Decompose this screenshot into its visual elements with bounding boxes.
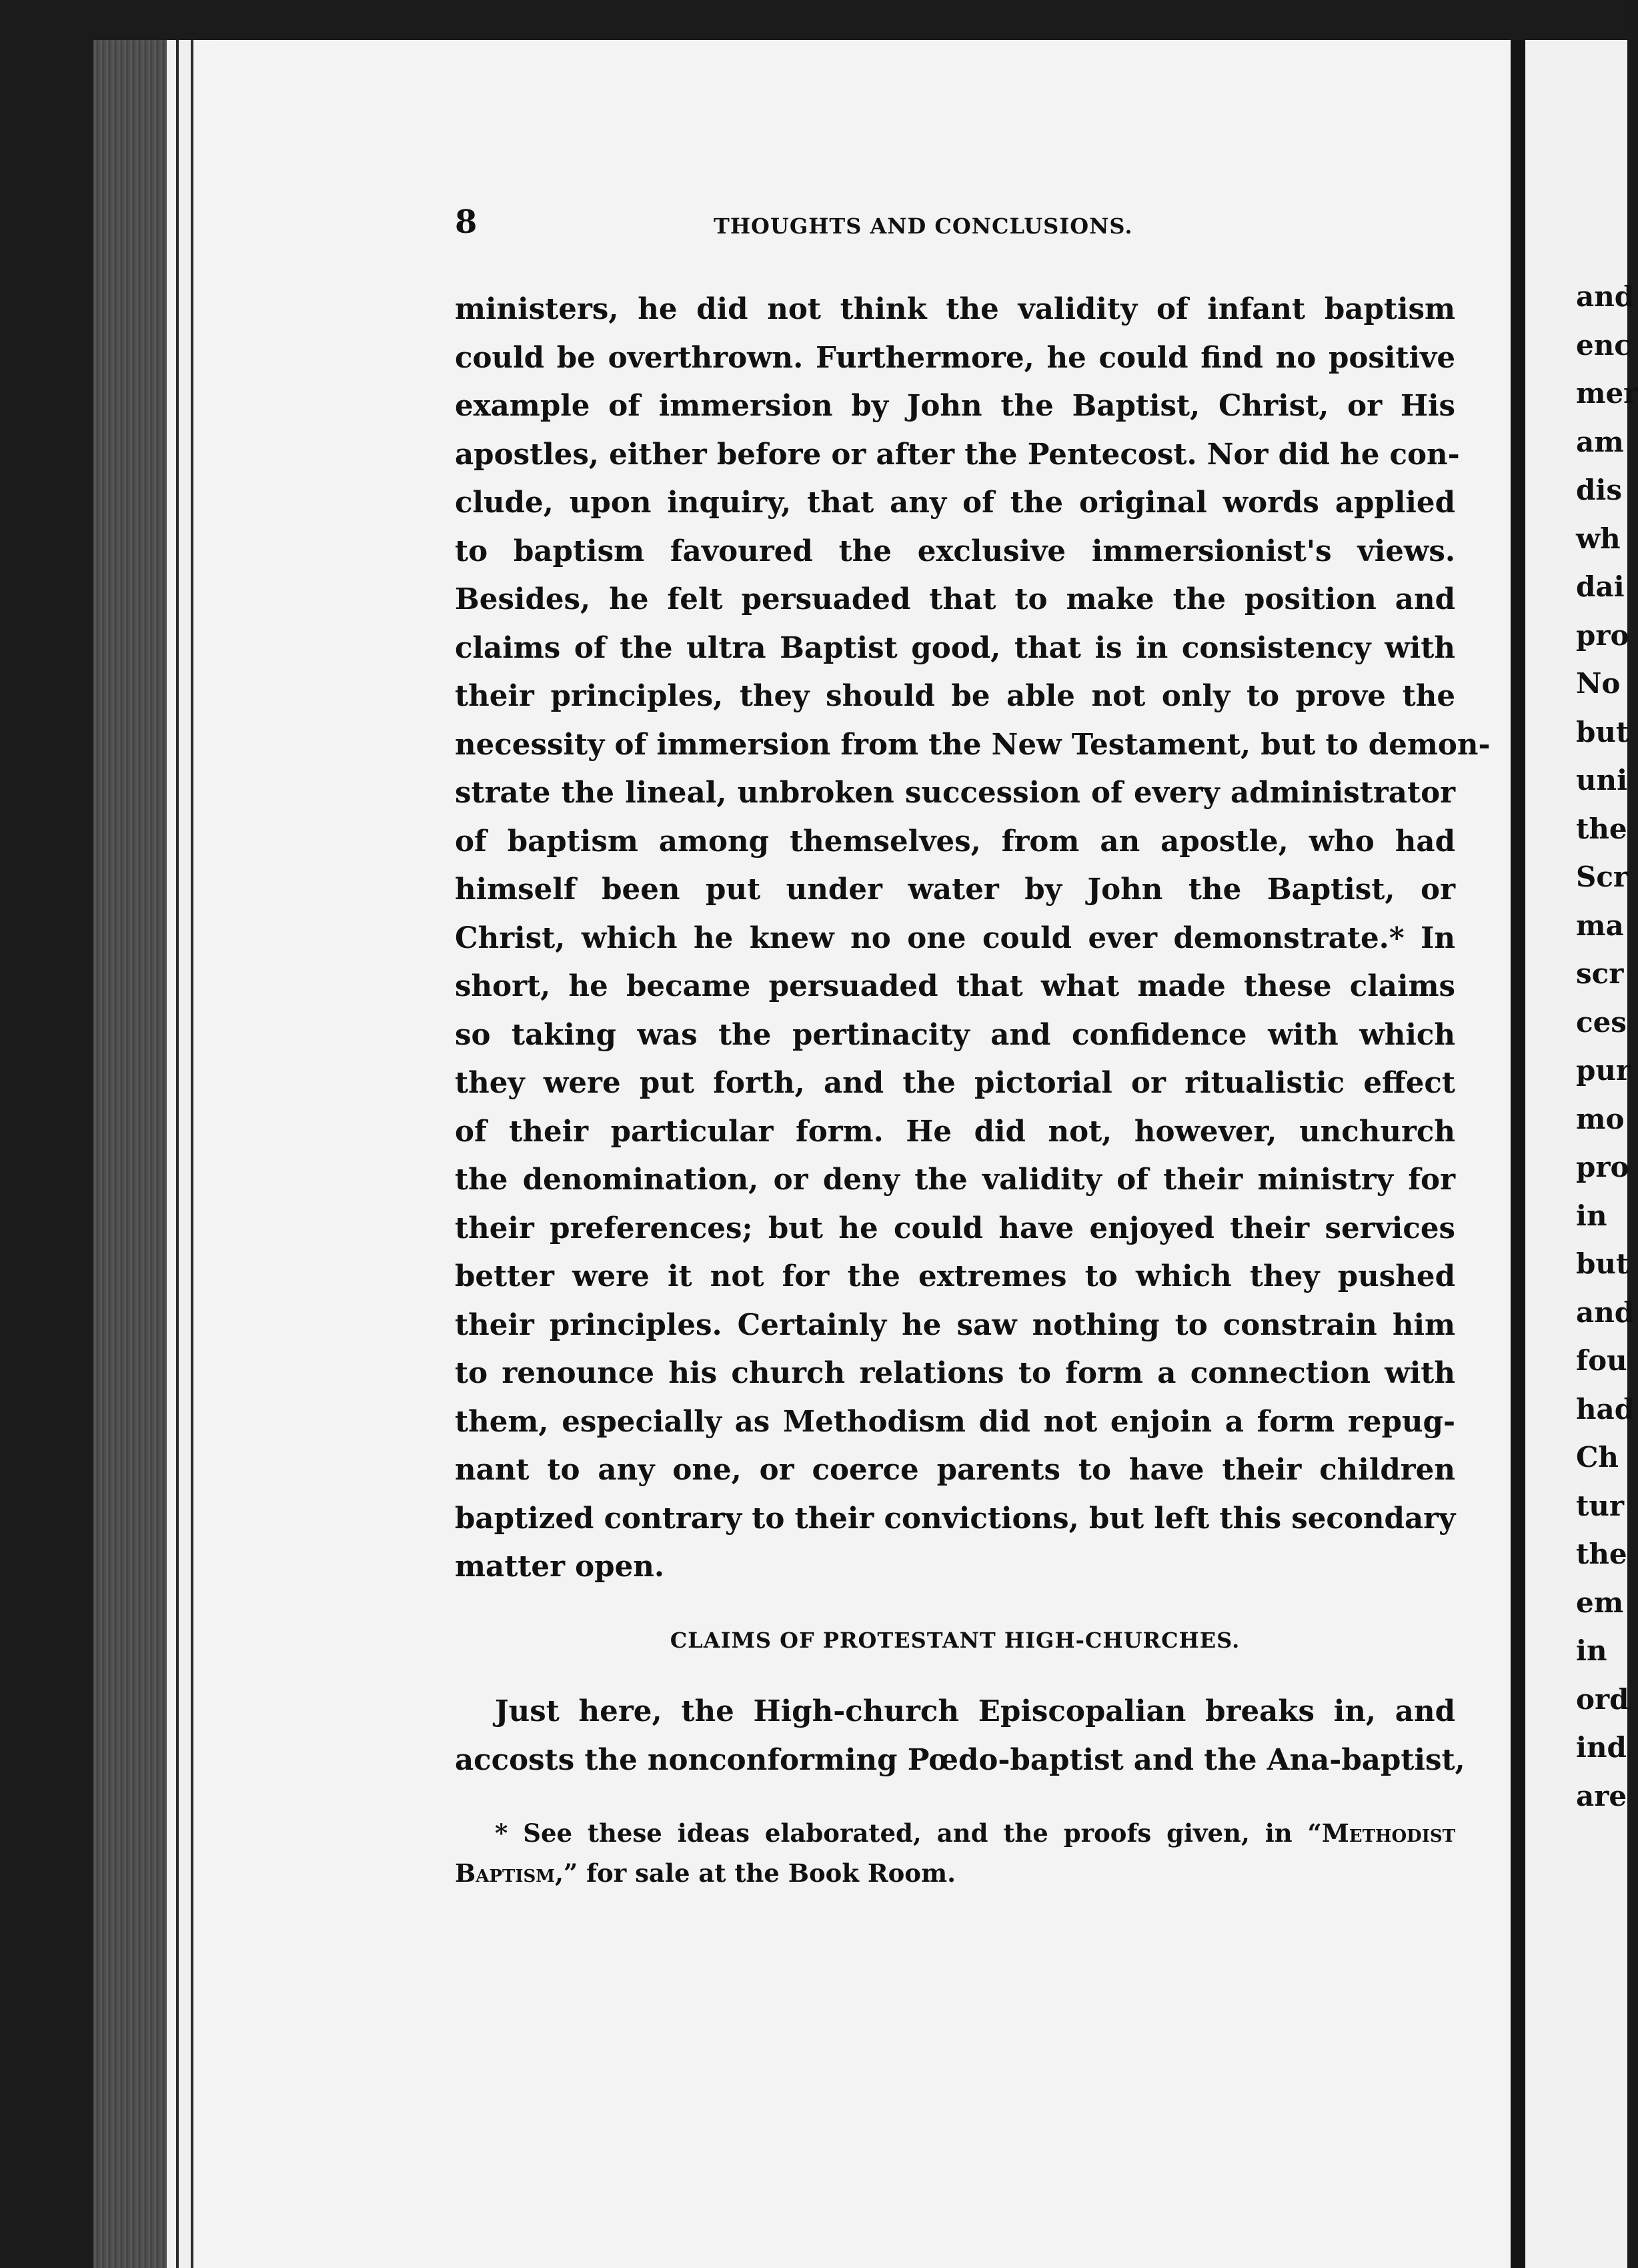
facing-page-word: am — [1576, 425, 1624, 458]
facing-page-word: the — [1576, 812, 1627, 845]
main-paragraph — [455, 286, 1491, 1592]
text-line: ministers, he did not think the validity of infant baptism — [455, 292, 1455, 326]
text-line: Just here, the High-church Episcopalian breaks in, and — [495, 1694, 1455, 1728]
facing-page-word: ord — [1576, 1682, 1629, 1716]
facing-page-word: ind — [1576, 1731, 1627, 1764]
facing-page-word: wh — [1576, 522, 1621, 555]
facing-page-word: but — [1576, 1247, 1629, 1280]
text-line: their principles, they should be able not only to prove the — [455, 679, 1455, 713]
text-line: their preferences; but he could have enjoyed their services — [455, 1211, 1455, 1245]
facing-page-word: Scr — [1576, 861, 1629, 893]
text-line: himself been put under water by John the Baptist, or — [455, 873, 1455, 907]
text-line: baptized contrary to their convictions, but left this secondary — [455, 1501, 1456, 1536]
facing-page-word: Ch — [1576, 1441, 1619, 1474]
facing-page-word: but — [1576, 715, 1629, 748]
facing-page-word: uni — [1576, 764, 1628, 796]
facing-page-word: No — [1576, 667, 1621, 700]
text-line: of baptism among themselves, from an apostle, who had — [455, 824, 1455, 859]
facing-page-word: pur — [1576, 1054, 1631, 1087]
facing-page-word: em — [1576, 1586, 1624, 1619]
page-gutter — [1511, 40, 1525, 2268]
footnote-book-title: Baptism, — [455, 1858, 564, 1888]
footnote — [455, 1813, 1455, 1893]
facing-page-word: the — [1576, 1538, 1627, 1570]
text-line: short, he became persuaded that what made these claims — [455, 969, 1455, 1003]
page-number: 8 — [455, 203, 478, 241]
footnote-line — [455, 1853, 1455, 1893]
facing-page-word: mo — [1576, 1102, 1625, 1135]
text-line: strate the lineal, unbroken succession of every administrator — [455, 776, 1455, 810]
text-line: them, especially as Methodism did not enjoin a form repug- — [455, 1404, 1455, 1439]
text-line: better were it not for the extremes to which they pushed — [455, 1259, 1455, 1293]
text-line: accosts the nonconforming Pœdo-baptist and the Ana-baptist, — [455, 1742, 1465, 1777]
facing-page-word: are — [1576, 1779, 1627, 1812]
facing-page-word: in — [1576, 1634, 1607, 1667]
footnote-line — [455, 1813, 1455, 1853]
facing-page-word: ces — [1576, 1005, 1627, 1039]
text-line: example of immersion by John the Baptist, Christ, or His — [455, 389, 1455, 423]
facing-page-word: tur — [1576, 1489, 1625, 1522]
facing-page-word: scr — [1576, 957, 1624, 990]
text-line: Christ, which he knew no one could ever demonstrate.* In — [455, 921, 1455, 955]
text-line: to baptism favoured the exclusive immersionist's views. — [455, 534, 1455, 568]
text-line: their principles. Certainly he saw nothing to constrain him — [455, 1307, 1455, 1342]
text-line: Besides, he felt persuaded that to make the position and — [455, 582, 1455, 616]
section-heading: CLAIMS OF PROTESTANT HIGH-CHURCHES. — [670, 1628, 1241, 1653]
text-line: so taking was the pertinacity and confidence with which — [455, 1017, 1455, 1052]
facing-page-word: and — [1576, 280, 1635, 313]
text-line: the denomination, or deny the validity of their ministry for — [455, 1163, 1455, 1197]
text-line: of their particular form. He did not, however, unchurch — [455, 1114, 1455, 1149]
facing-page-word: dis — [1576, 474, 1622, 506]
text-line: to renounce his church relations to form a connection with — [455, 1356, 1455, 1390]
footnote-text: ” for sale at the Book Room. — [563, 1858, 956, 1888]
facing-page-word: pro — [1576, 1151, 1629, 1183]
page-edges — [167, 40, 213, 2268]
section-paragraph — [455, 1688, 1465, 1784]
footnote-text: * See these ideas elaborated, and the proofs given, in “ — [495, 1818, 1322, 1848]
text-line: nant to any one, or coerce parents to have their children — [455, 1453, 1455, 1487]
running-head: THOUGHTS AND CONCLUSIONS. — [714, 213, 1133, 239]
facing-page-word: in — [1576, 1199, 1607, 1232]
text-line: could be overthrown. Furthermore, he could find no positive — [455, 340, 1455, 375]
facing-page-word: had — [1576, 1392, 1635, 1426]
text-line: clude, upon inquiry, that any of the original words applied — [455, 486, 1455, 520]
text-line: necessity of immersion from the New Testament, but to demon- — [455, 727, 1491, 762]
footnote-book-title: Methodist — [1321, 1818, 1455, 1848]
facing-page-word: pro — [1576, 618, 1629, 652]
facing-page-fragment — [1525, 40, 1638, 2268]
text-line: apostles, either before or after the Pentecost. Nor did he con- — [455, 437, 1460, 472]
facing-page-word: dai — [1576, 570, 1625, 603]
text-line: matter open. — [455, 1550, 665, 1584]
text-line: claims of the ultra Baptist good, that is in consistency with — [455, 630, 1455, 665]
text-line: they were put forth, and the pictorial or ritualistic effect — [455, 1066, 1455, 1100]
facing-page-word: fou — [1576, 1344, 1627, 1377]
facing-page-word: enc — [1576, 328, 1631, 362]
facing-page-word: mer — [1576, 377, 1638, 410]
facing-page-word: ma — [1576, 909, 1624, 942]
book-binding — [93, 40, 167, 2268]
facing-page-word: and — [1576, 1295, 1635, 1329]
